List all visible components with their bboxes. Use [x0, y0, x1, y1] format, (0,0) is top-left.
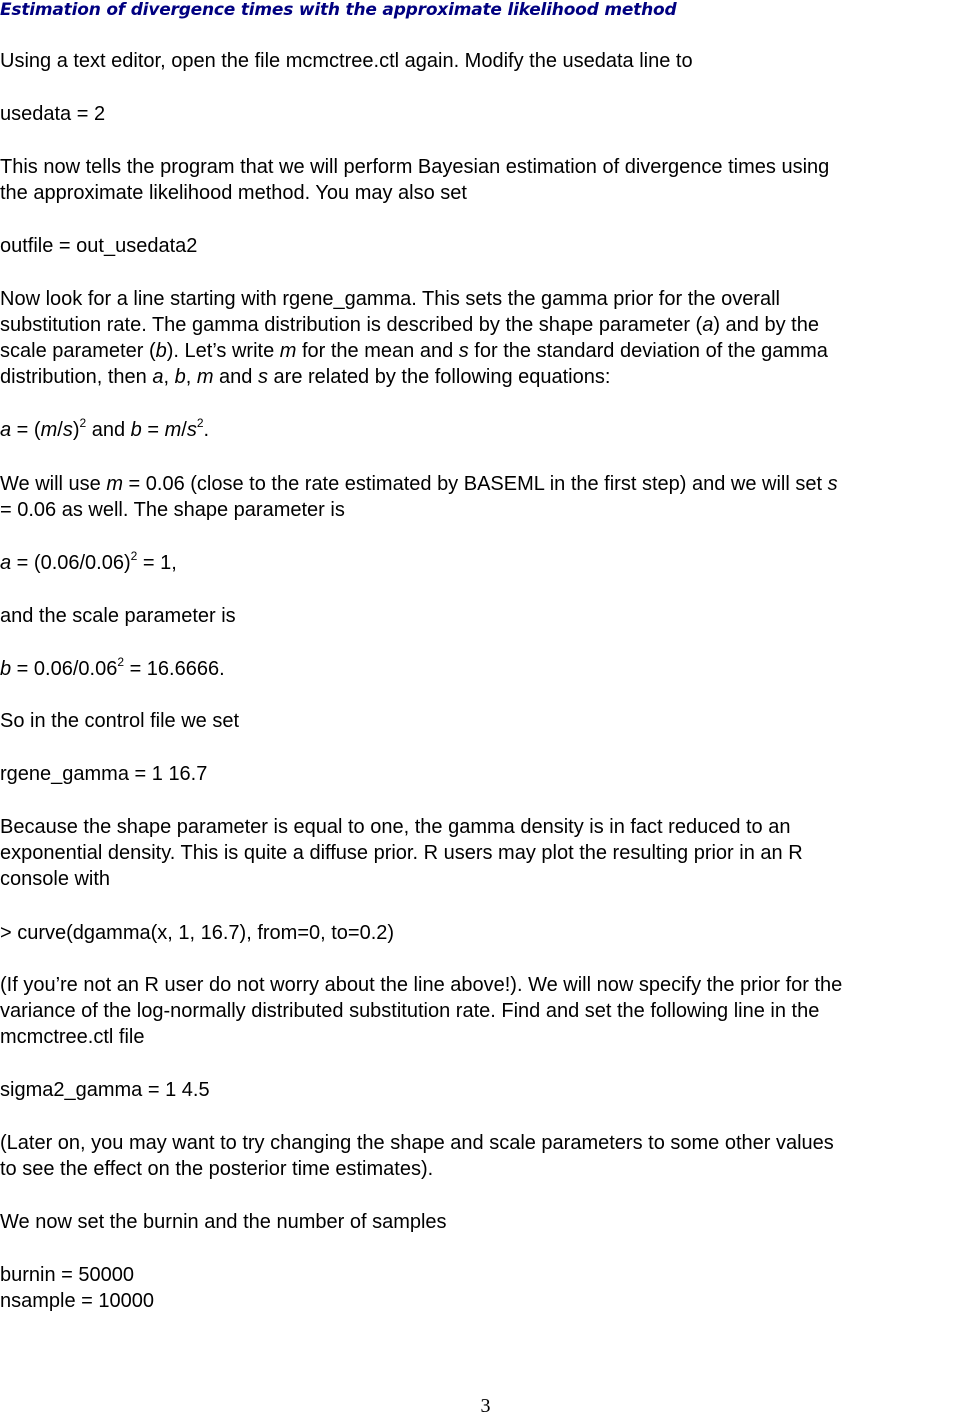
- paragraph-burnin: We now set the burnin and the number of samples: [0, 1211, 447, 1233]
- code-burnin: burnin = 50000: [0, 1264, 135, 1286]
- code-nsample: nsample = 10000: [0, 1290, 155, 1312]
- paragraph-usedata-explanation-line-1: This now tells the program that we will perform Bayesian estimation of divergence times using: [0, 156, 830, 178]
- paragraph-open-file: Using a text editor, open the file mcmctree.ctl again. Modify the usedata line to: [0, 50, 693, 72]
- equation-shape-scale: $a = (m/s)^2$ and $b = m/s^2$.: [0, 416, 210, 441]
- page-number: 3: [480, 1395, 491, 1417]
- paragraph-exponential-line-2: exponential density. This is quite a diffuse prior. R users may plot the resulting prior in an R: [0, 842, 803, 864]
- code-r-curve: > curve(dgamma(x, 1, 16.7), from=0, to=0.2): [0, 922, 395, 944]
- paragraph-rgene-line-2: substitution rate. The gamma distribution is described by the shape parameter (a) and by the: [0, 314, 819, 336]
- code-rgene-gamma: rgene_gamma = 1 16.7: [0, 763, 208, 785]
- paragraph-mean-line-2: = 0.06 as well. The shape parameter is: [0, 499, 345, 521]
- paragraph-mean-line-1: We will use m = 0.06 (close to the rate estimated by BASEML in the first step) and we will set s: [0, 473, 838, 495]
- paragraph-usedata-explanation-line-2: the approximate likelihood method. You may also set: [0, 182, 467, 204]
- code-usedata: usedata = 2: [0, 103, 106, 125]
- paragraph-sigma-line-2: variance of the log-normally distributed substitution rate. Find and set the following line in the: [0, 1000, 820, 1022]
- code-sigma2-gamma: sigma2_gamma = 1 4.5: [0, 1079, 210, 1101]
- code-outfile: outfile = out_usedata2: [0, 235, 198, 257]
- paragraph-sigma-line-3: mcmctree.ctl file: [0, 1026, 145, 1048]
- paragraph-later-line-1: (Later on, you may want to try changing the shape and scale parameters to some other values: [0, 1132, 834, 1154]
- paragraph-control-file: So in the control file we set: [0, 710, 240, 732]
- section-heading: Estimation of divergence times with the approximate likelihood method: [0, 0, 677, 20]
- equation-scale-value: $b = 0.06/0.06^2 = 16.6666$.: [0, 655, 225, 680]
- paragraph-sigma-line-1: (If you’re not an R user do not worry about the line above!). We will now specify the prior for the: [0, 974, 843, 996]
- paragraph-rgene-line-3: scale parameter (b). Let’s write m for the mean and s for the standard deviation of the gamma: [0, 340, 828, 362]
- paragraph-scale-intro: and the scale parameter is: [0, 605, 236, 627]
- paragraph-later-line-2: to see the effect on the posterior time estimates).: [0, 1158, 434, 1180]
- paragraph-rgene-line-1: Now look for a line starting with rgene_gamma. This sets the gamma prior for the overall: [0, 288, 780, 310]
- equation-shape-value: $a = (0.06/0.06)^2 = 1$,: [0, 549, 177, 574]
- paragraph-exponential-line-3: console with: [0, 868, 111, 890]
- paragraph-exponential-line-1: Because the shape parameter is equal to one, the gamma density is in fact reduced to an: [0, 816, 791, 838]
- paragraph-rgene-line-4: distribution, then a, b, m and s are related by the following equations:: [0, 366, 611, 388]
